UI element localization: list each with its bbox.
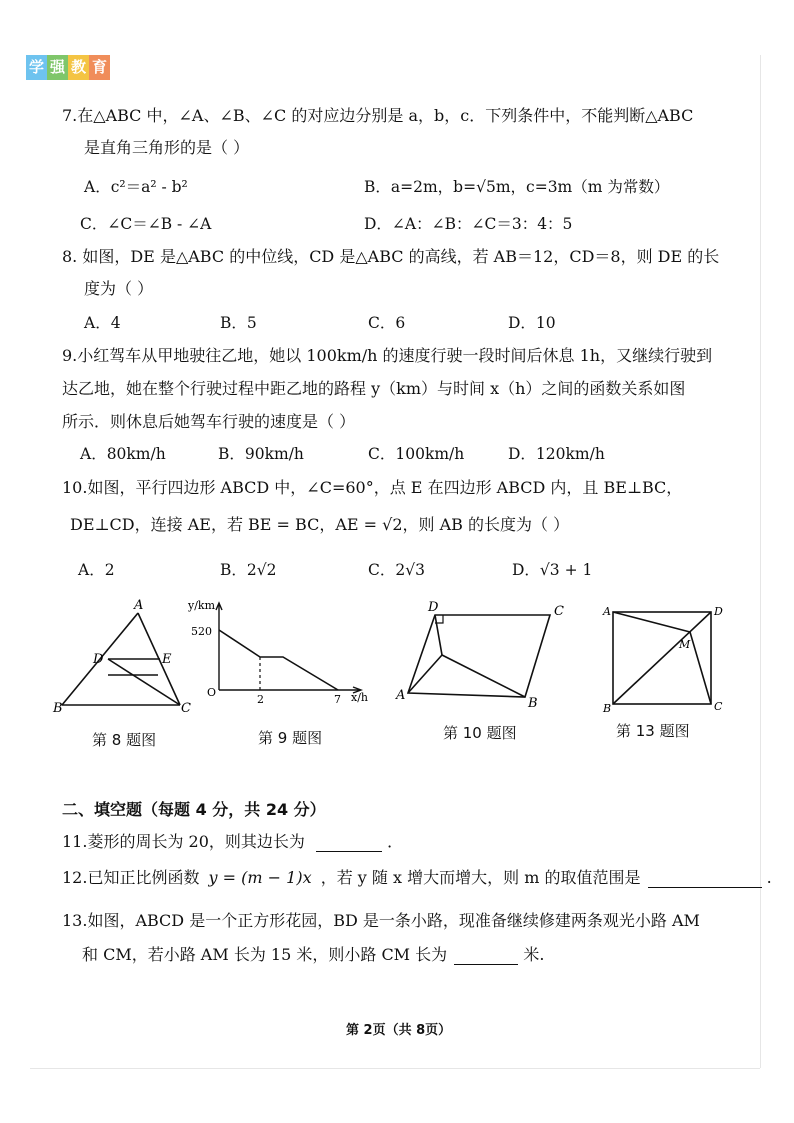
fig8-label-a: A bbox=[134, 598, 144, 613]
scan-edge-right bbox=[760, 55, 761, 1068]
fig13-diagonal-bd bbox=[613, 612, 711, 704]
fig9-label-y: y/km bbox=[188, 599, 216, 612]
q7-stem-line1: 7.在△ABC 中，∠A、∠B、∠C 的对应边分别是 a，b，c．下列条件中，不能判断△ABC bbox=[62, 106, 694, 125]
fig9-label-7: 7 bbox=[334, 693, 341, 706]
fig10-segment-ae bbox=[408, 655, 442, 693]
q8-option-d: D．10 bbox=[508, 314, 556, 332]
q9-option-a: A．80km/h bbox=[80, 445, 166, 463]
q12-answer-blank[interactable] bbox=[648, 871, 762, 888]
q9-stem-line2: 达乙地，她在整个行驶过程中距乙地的路程 y（km）与时间 x（h）之间的函数关系如图 bbox=[62, 379, 686, 398]
fig8-label-d: D bbox=[93, 652, 104, 667]
q8-stem-line2: 度为（ ） bbox=[84, 279, 154, 298]
q11-line bbox=[62, 832, 403, 852]
fig10-label-d: D bbox=[428, 600, 439, 615]
figure-8-caption: 第 8 题图 bbox=[92, 731, 157, 749]
q8-option-a: A．4 bbox=[84, 314, 121, 332]
figure-8-triangle bbox=[50, 595, 200, 720]
fig9-label-2: 2 bbox=[257, 693, 264, 706]
q10-option-b: B．2√2 bbox=[220, 561, 277, 579]
fig10-segment-de bbox=[435, 615, 442, 655]
brand-logo bbox=[26, 55, 110, 80]
q13-line2 bbox=[82, 945, 544, 965]
q7-stem-line2: 是直角三角形的是（ ） bbox=[84, 138, 250, 157]
q10-stem-line2: DE⊥CD，连接 AE，若 BE = BC，AE = √2，则 AB 的长度为（ ） bbox=[70, 515, 570, 534]
q13-unit: 米. bbox=[523, 945, 545, 964]
q9-option-c: C．100km/h bbox=[368, 445, 465, 463]
q7-option-a: A．c²＝a² - b² bbox=[84, 178, 188, 196]
q9-stem-line3: 所示．则休息后她驾车行驶的速度是（ ） bbox=[62, 412, 356, 431]
fig13-path-am bbox=[613, 612, 690, 632]
q9-stem-line1: 9.小红驾车从甲地驶往乙地，她以 100km/h 的速度行驶一段时间后休息 1h，又继续行驶到 bbox=[62, 346, 713, 365]
q11-end: ． bbox=[387, 832, 404, 851]
fig10-segment-be bbox=[442, 655, 525, 697]
fig8-label-e: E bbox=[162, 652, 172, 667]
fig13-label-a: A bbox=[603, 605, 611, 618]
fig13-label-m: M bbox=[679, 638, 691, 651]
figure-9-caption: 第 9 题图 bbox=[258, 729, 323, 747]
q7-option-c: C．∠C＝∠B - ∠A bbox=[80, 215, 212, 233]
q10-option-a: A．2 bbox=[78, 561, 115, 579]
figure-10-parallelogram bbox=[390, 595, 590, 715]
fig10-label-b: B bbox=[528, 696, 538, 711]
q13-stem-line2: 和 CM，若小路 AM 长为 15 米，则小路 CM 长为 bbox=[82, 945, 448, 964]
q11-text: 11.菱形的周长为 20，则其边长为 bbox=[62, 832, 305, 851]
logo-char: 教 bbox=[68, 55, 89, 80]
q12-line bbox=[62, 868, 772, 888]
q10-stem-line1: 10.如图，平行四边形 ABCD 中，∠C=60°，点 E 在四边形 ABCD 内，且 BE⊥BC， bbox=[62, 478, 683, 497]
fig10-label-a: A bbox=[396, 688, 406, 703]
q12-formula: y = (m − 1)x bbox=[208, 868, 312, 887]
figure-9-graph bbox=[185, 595, 380, 715]
page-footer: 第 2页（共 8页） bbox=[346, 1023, 452, 1038]
figure-13-square bbox=[598, 598, 733, 718]
fig10-label-c: C bbox=[554, 604, 564, 619]
fig13-path-cm bbox=[690, 632, 711, 704]
fig8-label-c: C bbox=[181, 701, 191, 716]
q7-option-d: D．∠A：∠B：∠C＝3：4：5 bbox=[364, 215, 573, 233]
fig13-label-c: C bbox=[714, 700, 723, 713]
fig9-label-x: x/h bbox=[351, 691, 368, 704]
q8-stem-line1: 8. 如图，DE 是△ABC 的中位线，CD 是△ABC 的高线，若 AB＝12，CD＝8，则 DE 的长 bbox=[62, 247, 720, 266]
figure-10-caption: 第 10 题图 bbox=[443, 724, 517, 742]
fig9-distance-line bbox=[219, 630, 338, 690]
q13-stem-line1: 13.如图，ABCD 是一个正方形花园，BD 是一条小路，现准备继续修建两条观光小路 AM bbox=[62, 911, 700, 930]
fig13-label-b: B bbox=[603, 702, 612, 715]
figure-13-caption: 第 13 题图 bbox=[616, 722, 690, 740]
fig9-label-origin: O bbox=[207, 686, 217, 699]
q12-post: ，若 y 随 x 增大而增大，则 m 的取值范围是 bbox=[320, 868, 641, 887]
logo-char: 强 bbox=[47, 55, 68, 80]
q12-end: . bbox=[766, 868, 772, 887]
fig9-label-520: 520 bbox=[191, 625, 212, 638]
q9-option-b: B．90km/h bbox=[218, 445, 304, 463]
fig13-label-d: D bbox=[714, 605, 723, 618]
q10-option-d: D．√3 + 1 bbox=[512, 561, 593, 579]
q7-option-b: B．a=2m，b=√5m，c=3m（m 为常数） bbox=[364, 178, 670, 196]
q12-pre: 12.已知正比例函数 bbox=[62, 868, 200, 887]
section-2-title: 二、填空题（每题 4 分，共 24 分） bbox=[62, 800, 326, 819]
logo-char: 育 bbox=[89, 55, 110, 80]
q10-option-c: C．2√3 bbox=[368, 561, 425, 579]
q8-option-b: B．5 bbox=[220, 314, 257, 332]
q8-option-c: C．6 bbox=[368, 314, 406, 332]
scan-edge-bottom bbox=[30, 1068, 760, 1069]
q13-answer-blank[interactable] bbox=[454, 948, 518, 965]
fig10-parallelogram-abcd bbox=[408, 615, 550, 697]
q11-answer-blank[interactable] bbox=[316, 835, 382, 852]
logo-char: 学 bbox=[26, 55, 47, 80]
fig8-label-b: B bbox=[53, 701, 63, 716]
q9-option-d: D．120km/h bbox=[508, 445, 605, 463]
